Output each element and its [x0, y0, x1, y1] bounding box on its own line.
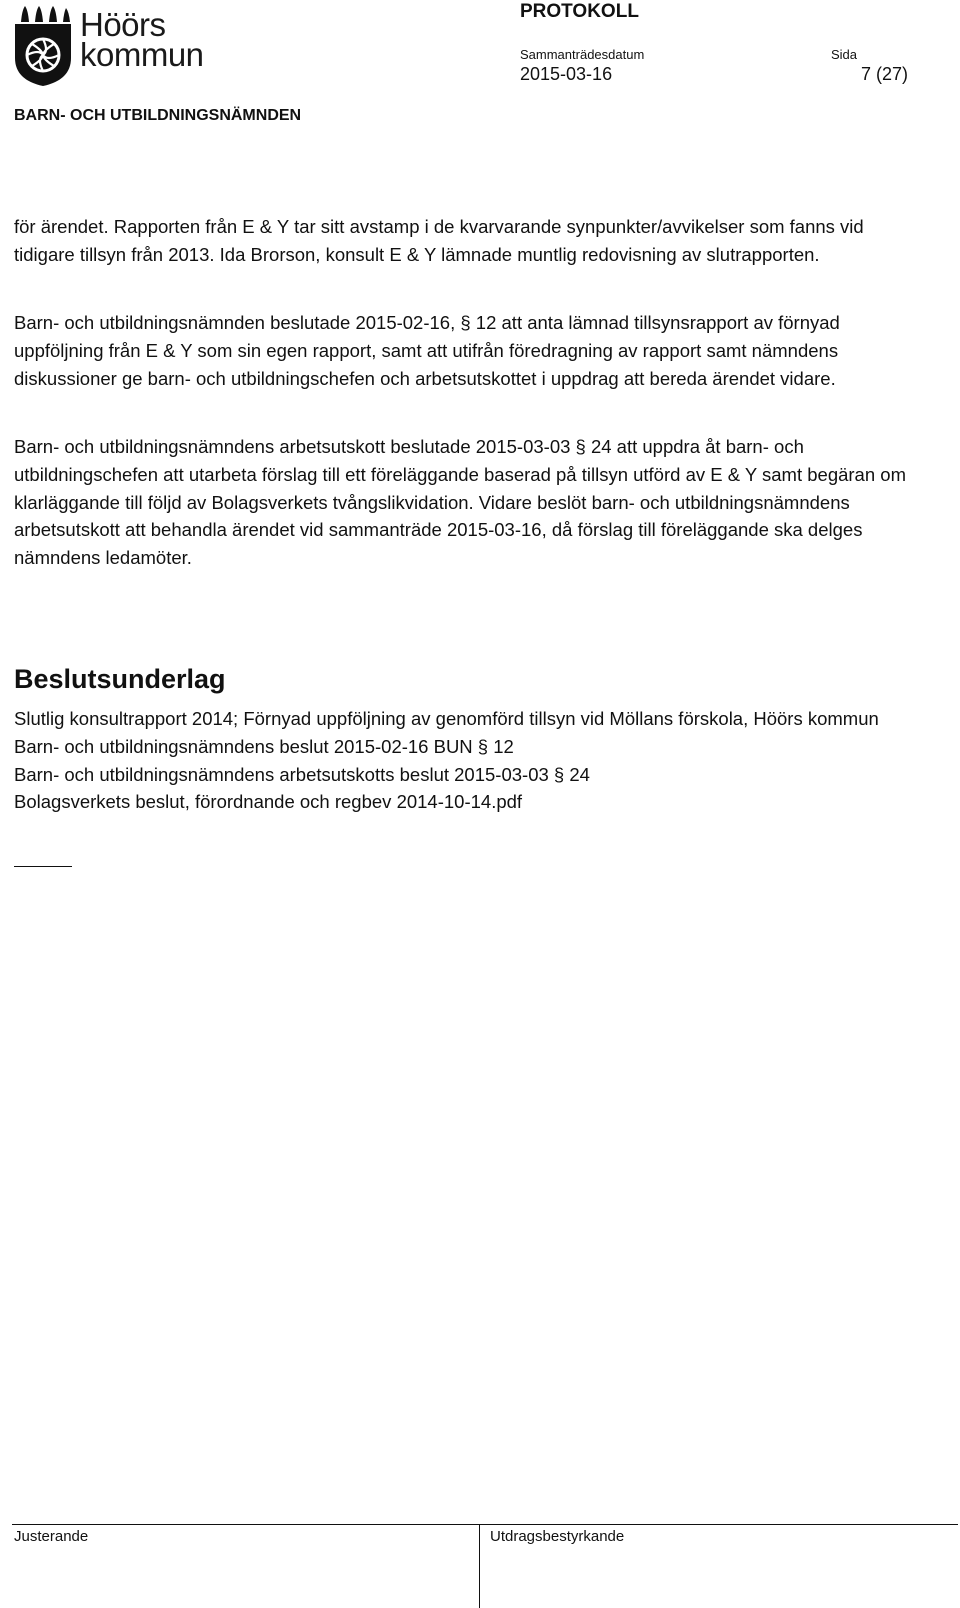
- footer-column-divider: [479, 1524, 480, 1608]
- footer-justerande-label: Justerande: [14, 1528, 89, 1545]
- body-paragraph: Barn- och utbildningsnämndens arbetsutskott beslutade 2015-03-03 § 24 att uppdra åt barn- och utbildningschefen att utarbeta förslag till ett föreläggande baserad på tillsyn utförd av E & Y samt begäran om klarläggande till följd av Bolagsverkets tvångslikvidation. Vidare beslöt barn- och utbildningsnämndens arbetsutskott att behandla ärendet vid sammanträde 2015-03-16, då förslag till föreläggande ska delges nämndens ledamöter.: [14, 436, 906, 569]
- reference-item: Barn- och utbildningsnämndens arbetsutskotts beslut 2015-03-03 § 24: [14, 763, 590, 785]
- section-heading: Beslutsunderlag: [14, 664, 226, 694]
- reference-item: Slutlig konsultrapport 2014; Förnyad uppföljning av genomförd tillsyn vid Möllans förskola, Höörs kommun: [14, 708, 879, 729]
- committee-name: BARN- OCH UTBILDNINGSNÄMNDEN: [14, 107, 302, 124]
- document-type: PROTOKOLL: [520, 1, 639, 22]
- page-number: 7 (27): [861, 64, 909, 84]
- meeting-date-label: Sammanträdesdatum: [520, 47, 645, 62]
- body-paragraph: för ärendet. Rapporten från E & Y tar sitt avstamp i de kvarvarande synpunkter/avvikelser som fanns vid tidigare tillsyn från 2013. Ida Brorson, konsult E & Y lämnade muntlig redovisning av slutrapporten.: [14, 216, 864, 265]
- footer-divider-line: [12, 1524, 958, 1525]
- logo-text-hoors: Höörs: [80, 6, 166, 43]
- reference-list: [14, 705, 914, 816]
- section-end-rule: [14, 866, 72, 867]
- reference-item: Bolagsverkets beslut, förordnande och regbev 2014-10-14.pdf: [14, 791, 523, 813]
- page-label: Sida: [831, 47, 858, 62]
- coat-of-arms-icon: [12, 6, 74, 88]
- body-paragraph: Barn- och utbildningsnämnden beslutade 2015-02-16, § 12 att anta lämnad tillsynsrapport av förnyad uppföljning från E & Y som sin egen rapport, samt att utifrån föredragning av rapport samt nämndens diskussioner ge barn- och utbildningschefen och arbetsutskottet i uppdrag att bereda ärendet vidare.: [14, 312, 840, 389]
- meeting-date-value: 2015-03-16: [520, 64, 613, 84]
- reference-item: Barn- och utbildningsnämndens beslut 2015-02-16 BUN § 12: [14, 735, 514, 757]
- footer-utdragsbestyrkande-label: Utdragsbestyrkande: [490, 1528, 625, 1545]
- logo-text-kommun: kommun: [80, 36, 204, 73]
- hoors-kommun-logo: [12, 6, 222, 88]
